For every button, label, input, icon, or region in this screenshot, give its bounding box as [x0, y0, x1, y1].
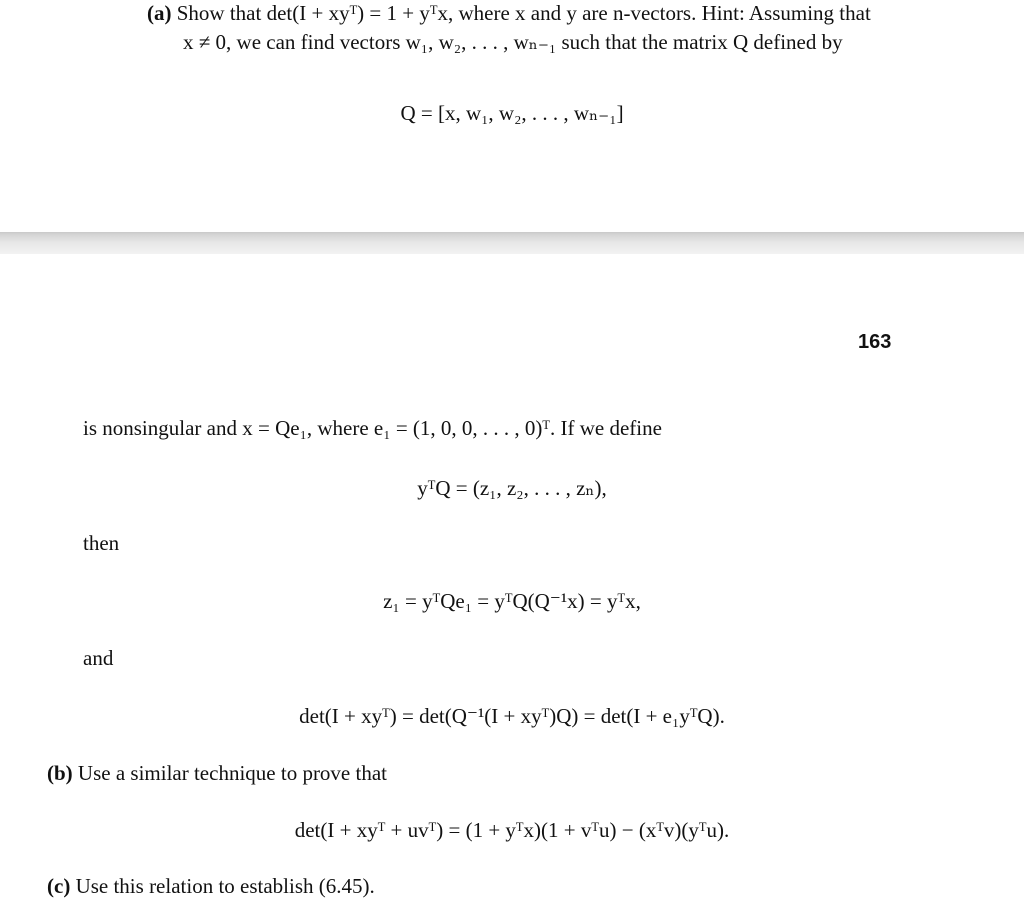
page-number: 163: [858, 331, 892, 353]
part-b-text: Use a similar technique to prove that: [77, 761, 387, 785]
nonsingular-text: is nonsingular and x = Qe₁, where e₁ = (1, 0, 0, . . . , 0)ᵀ. If we define: [83, 416, 662, 440]
equation-q-definition: Q = [x, w₁, w₂, . . . , wₙ₋₁]: [400, 101, 624, 125]
equation-yq: yᵀQ = (z₁, z₂, . . . , zₙ),: [417, 476, 607, 500]
then-word: then: [83, 531, 120, 555]
part-a-line-2: [183, 29, 843, 55]
page-divider: [0, 232, 1024, 254]
part-a-line-1: [147, 0, 871, 26]
part-c-line: [47, 873, 375, 899]
equation-b: det(I + xyᵀ + uvᵀ) = (1 + yᵀx)(1 + vᵀu) − (xᵀv)(yᵀu).: [294, 818, 730, 842]
equation-z1: z₁ = yᵀQe₁ = yᵀQ(Q⁻¹x) = yᵀx,: [383, 589, 641, 613]
part-b-label: (b): [47, 761, 73, 785]
part-a-label: (a): [147, 1, 172, 25]
and-word: and: [83, 646, 114, 670]
part-a-text-1: Show that det(I + xyᵀ) = 1 + yᵀx, where x and y are n-vectors. Hint: Assuming that: [176, 1, 871, 25]
part-b-line: [47, 760, 387, 786]
part-a-text-2: x ≠ 0, we can find vectors w₁, w₂, . . . , wₙ₋₁ such that the matrix Q defined by: [183, 30, 843, 54]
equation-det: det(I + xyᵀ) = det(Q⁻¹(I + xyᵀ)Q) = det(I + e₁yᵀQ).: [299, 704, 725, 728]
part-c-label: (c): [47, 874, 71, 898]
part-c-text: Use this relation to establish (6.45).: [75, 874, 375, 898]
